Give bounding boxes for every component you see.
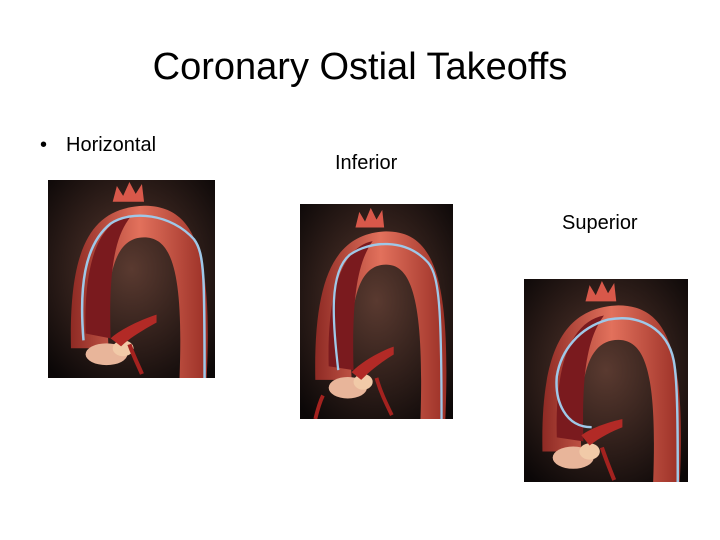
- aortic-arch-catheter-superior-icon: [524, 279, 688, 482]
- aortic-arch-catheter-horizontal-icon: [48, 180, 215, 378]
- label-inferior: Inferior: [335, 152, 398, 174]
- slide-title: Coronary Ostial Takeoffs: [152, 46, 568, 88]
- bullet-horizontal-label: Horizontal: [66, 134, 157, 156]
- aortic-arch-catheter-inferior-icon: [300, 204, 453, 419]
- aortic-arch-inferior-image: [300, 204, 453, 419]
- aortic-arch-superior-image: [524, 279, 688, 482]
- bullet-horizontal: [40, 132, 156, 158]
- bullet-dot: •: [40, 134, 48, 156]
- aortic-arch-horizontal-image: [48, 180, 215, 378]
- label-superior: Superior: [562, 212, 638, 234]
